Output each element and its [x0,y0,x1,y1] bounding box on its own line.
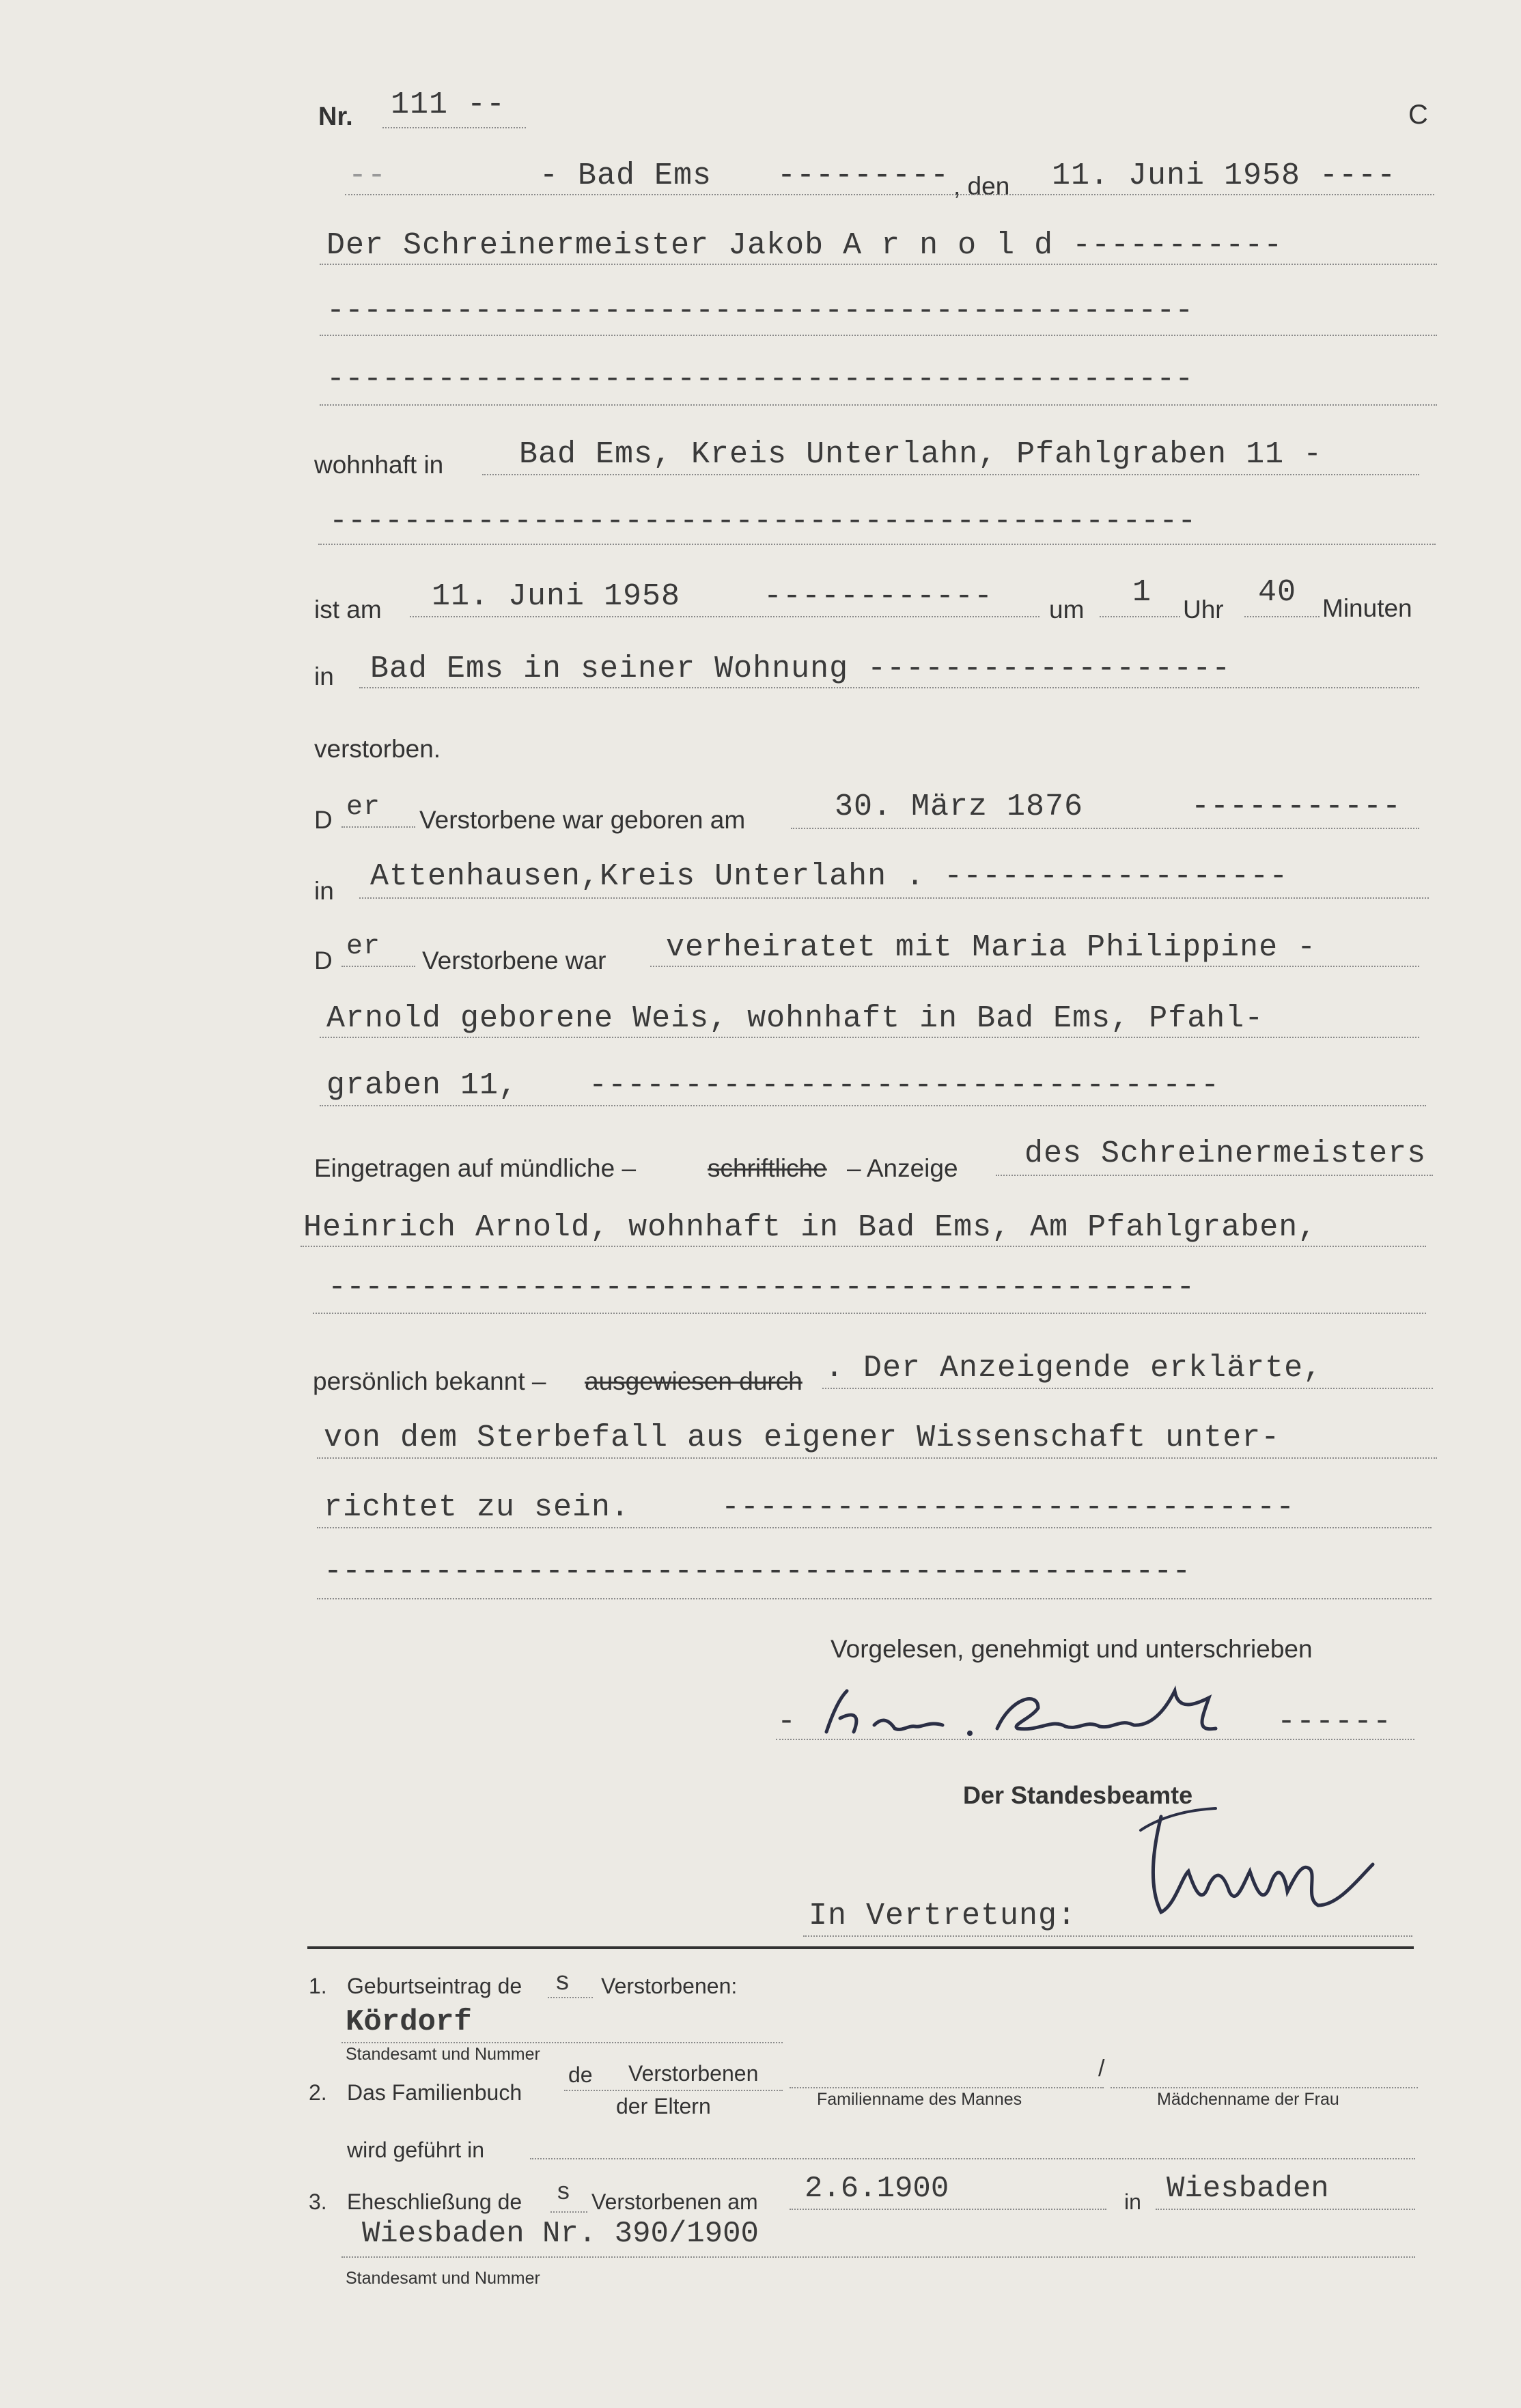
deceased-rule-1 [320,264,1437,265]
identity-rule-1 [822,1388,1433,1389]
identity-label-struck: ausgewiesen durch [585,1367,803,1395]
minuten-label: Minuten [1322,594,1412,622]
item3-label-b: Verstorbenen am [591,2189,758,2214]
identity-line-4: ----------------------------------------------- [324,1554,1191,1589]
marriage-d-rule [341,966,415,967]
birth-date-rule [791,828,1419,829]
item2-rule-b [790,2087,1104,2088]
item2-rule-a [564,2090,783,2091]
den-label: , den [953,172,1010,200]
informant-rule-b [301,1246,1426,1247]
informant-a: des Schreinermeisters [1024,1136,1427,1171]
read-approved-label: Vorgelesen, genehmigt und unterschrieben [831,1635,1313,1663]
item2-caption-b: Mädchenname der Frau [1157,2090,1339,2109]
birth-label: Verstorbene war geboren am [419,806,746,834]
deceased-rule-2 [320,335,1437,336]
informant-rule-c [313,1313,1426,1314]
registration-label-struck: schriftliche [708,1154,827,1182]
item3-date: 2.6.1900 [805,2172,949,2206]
deceased-line-2: ----------------------------------------------- [326,294,1194,328]
item2-eltern: der Eltern [616,2094,711,2118]
item3-suffix-rule [550,2211,587,2213]
uhr-label: Uhr [1183,596,1224,624]
item3-in: in [1124,2189,1141,2214]
verstorben-label: verstorben. [314,735,441,763]
death-place: Bad Ems in seiner Wohnung ------------------- [370,652,1231,686]
item2-kept: wird geführt in [347,2138,484,2162]
marriage-d-suffix: er [346,932,381,962]
item2-de: de [568,2062,593,2087]
marriage-line-2: Arnold geborene Weis, wohnhaft in Bad Ems, Pfahl- [326,1001,1264,1036]
date: 11. Juni 1958 ---- [1052,158,1397,193]
marriage-rule-2 [320,1037,1419,1038]
um-label: um [1049,596,1085,624]
item3-date-rule [790,2209,1106,2210]
informant-sig-rule [776,1739,1414,1740]
identity-rule-3 [317,1527,1432,1528]
ist-am-label: ist am [314,596,382,624]
marriage-rule-1 [650,966,1419,967]
identity-line-3: richtet zu sein. [324,1490,630,1525]
item1-suffix-rule [548,1997,593,1998]
informant-sig-dash-left: - [777,1705,797,1739]
informant-c: ----------------------------------------------- [328,1270,1195,1305]
residence-line-2: ----------------------------------------------- [329,504,1197,539]
item3-suffix: s [556,2179,571,2207]
death-date-rule [410,616,1039,617]
deceased-rule-3 [320,404,1437,406]
identity-rule-4 [317,1598,1432,1599]
item3-value: Wiesbaden Nr. 390/1900 [362,2217,759,2251]
deceased-line-3: ----------------------------------------------- [326,362,1194,397]
place-lead: -- [348,158,387,193]
informant-sig-dash-right: ------ [1277,1705,1393,1739]
item1-label: Geburtseintrag de [347,1974,522,1998]
identity-rule-2 [317,1457,1437,1459]
item1-suffix: s [555,1968,570,1998]
marriage-d-label: D [314,947,333,975]
identity-label-a: persönlich bekannt – [313,1367,546,1395]
item3-place-rule [1156,2209,1415,2210]
marriage-line-3-dashes: --------------------------------- [589,1068,1220,1103]
item3-place: Wiesbaden [1167,2172,1329,2206]
informant-b: Heinrich Arnold, wohnhaft in Bad Ems, Am Pfahlgraben, [303,1210,1317,1245]
nr-value: 111 -- [391,87,506,122]
birth-in-label: in [314,877,334,905]
birth-date-dashes: ----------- [1191,789,1402,824]
birth-d-rule [341,826,415,828]
registration-label-b: – Anzeige [847,1154,958,1182]
birth-place: Attenhausen,Kreis Unterlahn . ------------------ [370,859,1289,894]
marriage-line-3: graben 11, [326,1068,518,1103]
item2-verstorbenen: Verstorbenen [628,2061,759,2086]
informant-signature [813,1677,1277,1752]
hour-rule [1100,616,1180,617]
item2-rule-c [1111,2087,1418,2088]
deputy-label: In Vertretung: [809,1899,1077,1933]
residence-rule-2 [318,544,1436,545]
death-date-dashes: ------------ [764,579,994,614]
item1-value: Kördorf [346,2005,472,2039]
birth-d-suffix: er [346,792,381,823]
item2-label: Das Familienbuch [347,2080,522,2105]
item1-caption: Standesamt und Nummer [346,2045,540,2064]
item2-kept-rule [530,2158,1415,2159]
item1-num: 1. [309,1974,327,1998]
birth-date: 30. März 1876 [835,789,1084,824]
death-in-label: in [314,662,334,690]
place-dashes: --------- [777,158,950,193]
marriage-rule-3 [320,1105,1426,1106]
death-date: 11. Juni 1958 [432,579,681,614]
item2-caption-a: Familienname des Mannes [817,2090,1022,2109]
item1-value-rule [341,2042,783,2043]
corner-letter: C [1408,100,1428,130]
residence-label: wohnhaft in [314,451,444,479]
nr-label: Nr. [318,102,353,131]
item1-label-b: Verstorbenen: [601,1974,738,1998]
footer-divider [307,1946,1414,1949]
residence-value: Bad Ems, Kreis Unterlahn, Pfahlgraben 11 - [519,437,1323,472]
item2-slash: / [1098,2056,1105,2082]
identity-line-3-dashes: ------------------------------ [721,1490,1296,1525]
marriage-label: Verstorbene war [422,947,606,975]
registrar-signature [1134,1803,1393,1933]
item3-caption: Standesamt und Nummer [346,2269,540,2288]
item3-num: 3. [309,2189,327,2214]
minute-rule [1244,616,1320,617]
marriage-line-1: verheiratet mit Maria Philippine - [666,930,1317,965]
registration-label-a: Eingetragen auf mündliche – [314,1154,637,1182]
death-hour: 1 [1132,575,1152,610]
residence-rule [482,474,1419,475]
deceased-line-1: Der Schreinermeister Jakob A r n o l d ----------- [326,228,1283,263]
deputy-rule [803,1935,1412,1937]
item3-value-rule [341,2256,1415,2258]
death-minute: 40 [1258,575,1297,610]
place: - Bad Ems [540,158,712,193]
informant-rule-a [996,1175,1433,1176]
death-place-rule [359,687,1419,688]
identity-line-2: von dem Sterbefall aus eigener Wissenschaft unter- [324,1420,1281,1455]
birth-d-label: D [314,806,333,834]
nr-line [382,127,526,128]
date-line [345,194,1434,195]
registrar-label: Der Standesbeamte [963,1781,1193,1809]
identity-line-1: . Der Anzeigende erklärte, [825,1351,1323,1386]
birth-place-rule [359,897,1429,899]
item2-num: 2. [309,2080,327,2105]
item3-label: Eheschließung de [347,2189,522,2214]
